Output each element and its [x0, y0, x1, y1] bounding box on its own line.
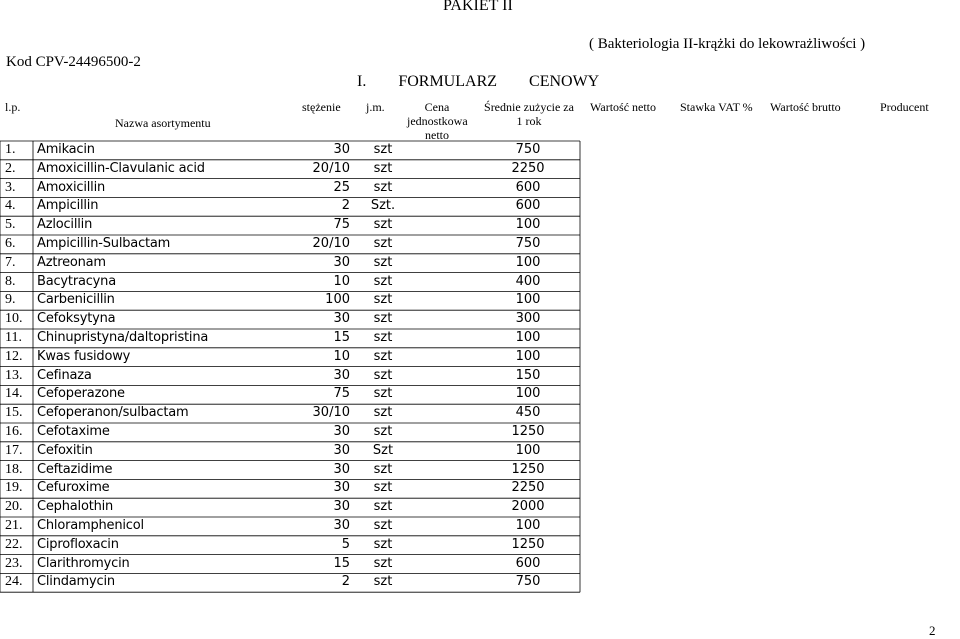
row-name: Clindamycin	[37, 574, 115, 590]
row-concentration: 15	[333, 330, 350, 345]
row-name: Ceftazidime	[37, 461, 113, 477]
row-unit: szt	[373, 461, 393, 477]
row-concentration: 30	[333, 499, 350, 515]
row-name: Cefoksytyna	[37, 311, 116, 327]
row-number: 16.	[5, 424, 23, 439]
row-concentration: 100	[325, 292, 350, 308]
row-number: 6.	[5, 236, 16, 251]
header-producer: Producent	[880, 100, 929, 114]
header-avg-usage-line2: 1 rok	[516, 114, 542, 128]
form-title-number: I.	[357, 73, 367, 90]
row-quantity: 600	[515, 555, 541, 571]
row-number: 18.	[5, 461, 23, 477]
table-row	[0, 461, 580, 479]
row-concentration: 75	[333, 386, 350, 402]
row-number: 24.	[5, 574, 23, 590]
row-unit: szt	[373, 518, 393, 533]
row-unit: szt	[373, 160, 393, 176]
row-name: Carbenicillin	[37, 292, 115, 308]
row-concentration: 30	[333, 518, 350, 533]
table-row	[0, 573, 580, 591]
row-number: 11.	[5, 330, 22, 345]
table-row	[0, 197, 580, 215]
table-row	[0, 160, 580, 178]
row-quantity: 100	[515, 217, 541, 233]
row-name: Bacytracyna	[37, 273, 116, 289]
table-row	[0, 348, 580, 366]
row-number: 19.	[5, 480, 23, 496]
header-vat-rate: Stawka VAT %	[680, 100, 753, 114]
row-unit: szt	[373, 217, 393, 233]
header-avg-usage	[478, 100, 580, 128]
row-name: Cefoxitin	[37, 442, 93, 458]
row-concentration: 30	[333, 480, 350, 496]
row-quantity: 2250	[511, 480, 545, 496]
row-quantity: 600	[515, 198, 541, 214]
header-lp: l.p.	[5, 100, 21, 114]
row-concentration: 2	[341, 198, 350, 214]
package-title: PAKIET II	[443, 0, 513, 14]
header-unit-price-line3: netto	[425, 128, 449, 142]
header-avg-usage-line1: Średnie zużycie za	[484, 100, 574, 114]
row-concentration: 25	[333, 179, 350, 195]
row-concentration: 30/10	[312, 405, 350, 421]
row-quantity: 100	[515, 254, 541, 270]
row-quantity: 1250	[511, 424, 545, 439]
row-concentration: 20/10	[312, 236, 350, 251]
row-name: Kwas fusidowy	[37, 348, 131, 364]
row-unit: szt	[373, 555, 393, 571]
table-row	[0, 498, 580, 516]
row-name: Amoxicillin	[37, 179, 106, 195]
row-unit: szt	[373, 424, 393, 439]
row-quantity: 100	[515, 348, 541, 364]
row-number: 7.	[5, 254, 16, 270]
row-number: 21.	[5, 518, 23, 533]
row-number: 9.	[5, 292, 16, 308]
row-concentration: 30	[333, 424, 350, 439]
row-unit: szt	[373, 574, 393, 590]
row-concentration: 10	[333, 348, 350, 364]
row-number: 15.	[5, 405, 23, 421]
row-quantity: 300	[515, 311, 541, 327]
row-unit: szt	[373, 348, 393, 364]
row-name: Cefotaxime	[37, 424, 110, 439]
row-name: Cefoperanon/sulbactam	[37, 405, 189, 421]
row-number: 17.	[5, 442, 23, 458]
table-row	[0, 404, 580, 422]
row-quantity: 450	[515, 405, 541, 421]
row-unit: szt	[373, 386, 393, 402]
row-name: Cefinaza	[37, 367, 92, 383]
row-number: 1.	[5, 142, 16, 157]
table-row	[0, 423, 580, 441]
package-subtitle: ( Bakteriologia II-krążki do lekowrażliwości )	[589, 36, 866, 52]
row-quantity: 100	[515, 442, 541, 458]
header-unit: j.m.	[366, 100, 385, 114]
row-name: Cephalothin	[37, 499, 114, 515]
table-row	[0, 179, 580, 197]
row-quantity: 750	[515, 142, 541, 157]
row-name: Chloramphenicol	[37, 518, 144, 533]
row-name: Azlocillin	[37, 217, 93, 233]
row-unit: Szt	[372, 442, 394, 458]
row-quantity: 150	[515, 367, 541, 383]
table-row	[0, 310, 580, 328]
table-row	[0, 216, 580, 234]
row-unit: szt	[373, 367, 393, 383]
row-unit: szt	[373, 405, 393, 421]
row-concentration: 30	[333, 367, 350, 383]
table-row	[0, 291, 580, 309]
row-name: Chinupristyna/daltopristina	[37, 330, 209, 345]
row-unit: szt	[373, 292, 393, 308]
row-unit: szt	[373, 236, 393, 251]
row-unit: szt	[373, 142, 393, 157]
row-quantity: 750	[515, 574, 541, 590]
row-quantity: 750	[515, 236, 541, 251]
header-net-value: Wartość netto	[590, 100, 657, 114]
row-quantity: 100	[515, 292, 541, 308]
row-unit: szt	[373, 499, 393, 515]
row-name: Ampicillin	[37, 198, 99, 214]
row-number: 13.	[5, 367, 23, 383]
row-concentration: 30	[333, 311, 350, 327]
row-name: Cefoperazone	[37, 386, 125, 402]
table-row	[0, 235, 580, 253]
table-row	[0, 329, 580, 347]
row-quantity: 2000	[511, 499, 545, 515]
row-concentration: 75	[333, 217, 350, 233]
row-number: 22.	[5, 536, 23, 552]
row-unit: szt	[373, 330, 393, 345]
row-unit: szt	[373, 536, 393, 552]
row-number: 8.	[5, 273, 16, 289]
row-name: Ciprofloxacin	[37, 536, 119, 552]
row-unit: szt	[373, 273, 393, 289]
row-number: 12.	[5, 348, 23, 364]
header-concentration: stężenie	[302, 100, 341, 114]
row-number: 2.	[5, 160, 16, 176]
row-number: 5.	[5, 217, 16, 233]
row-concentration: 15	[333, 555, 350, 571]
row-concentration: 20/10	[312, 160, 350, 176]
row-number: 20.	[5, 499, 23, 515]
row-number: 10.	[5, 311, 23, 327]
row-number: 14.	[5, 386, 23, 402]
table-row	[0, 385, 580, 403]
row-unit: Szt.	[370, 198, 396, 214]
row-concentration: 30	[333, 254, 350, 270]
table-row	[0, 555, 580, 573]
row-quantity: 600	[515, 179, 541, 195]
row-concentration: 10	[333, 273, 350, 289]
form-title-word: FORMULARZ	[398, 73, 498, 90]
table-row	[0, 273, 580, 291]
row-name: Cefuroxime	[37, 480, 110, 496]
row-name: Amikacin	[37, 142, 95, 157]
row-quantity: 400	[515, 273, 541, 289]
row-name: Ampicillin-Sulbactam	[37, 236, 171, 251]
table-row	[0, 254, 580, 272]
row-unit: szt	[373, 480, 393, 496]
header-unit-price	[407, 100, 467, 142]
row-concentration: 2	[341, 574, 350, 590]
row-number: 23.	[5, 555, 23, 571]
table-row	[0, 479, 580, 497]
row-unit: szt	[373, 179, 393, 195]
table-row	[0, 517, 580, 535]
header-unit-price-line1: Cena	[424, 100, 450, 114]
table-row	[0, 141, 580, 159]
row-quantity: 100	[515, 386, 541, 402]
row-name: Clarithromycin	[37, 555, 130, 571]
header-unit-price-line2: jednostkowa	[407, 114, 468, 128]
row-quantity: 1250	[511, 536, 545, 552]
row-name: Amoxicillin-Clavulanic acid	[37, 160, 205, 176]
row-quantity: 100	[515, 330, 541, 345]
row-quantity: 1250	[511, 461, 545, 477]
cpv-code: Kod CPV-24496500-2	[6, 54, 141, 70]
row-number: 3.	[5, 179, 16, 195]
row-quantity: 100	[515, 518, 541, 533]
row-quantity: 2250	[511, 160, 545, 176]
header-gross-value: Wartość brutto	[770, 100, 841, 114]
row-concentration: 30	[333, 461, 350, 477]
row-name: Aztreonam	[37, 254, 106, 270]
table-row	[0, 536, 580, 554]
page-number: 2	[929, 623, 936, 638]
row-number: 4.	[5, 198, 16, 214]
table-row	[0, 442, 580, 460]
row-concentration: 30	[333, 442, 350, 458]
row-unit: szt	[373, 254, 393, 270]
row-unit: szt	[373, 311, 393, 327]
table-row	[0, 367, 580, 385]
row-concentration: 5	[341, 536, 350, 552]
form-title	[357, 73, 599, 91]
row-concentration: 30	[333, 142, 350, 157]
header-name: Nazwa asortymentu	[115, 116, 211, 130]
form-title-cenowy: CENOWY	[529, 73, 600, 90]
